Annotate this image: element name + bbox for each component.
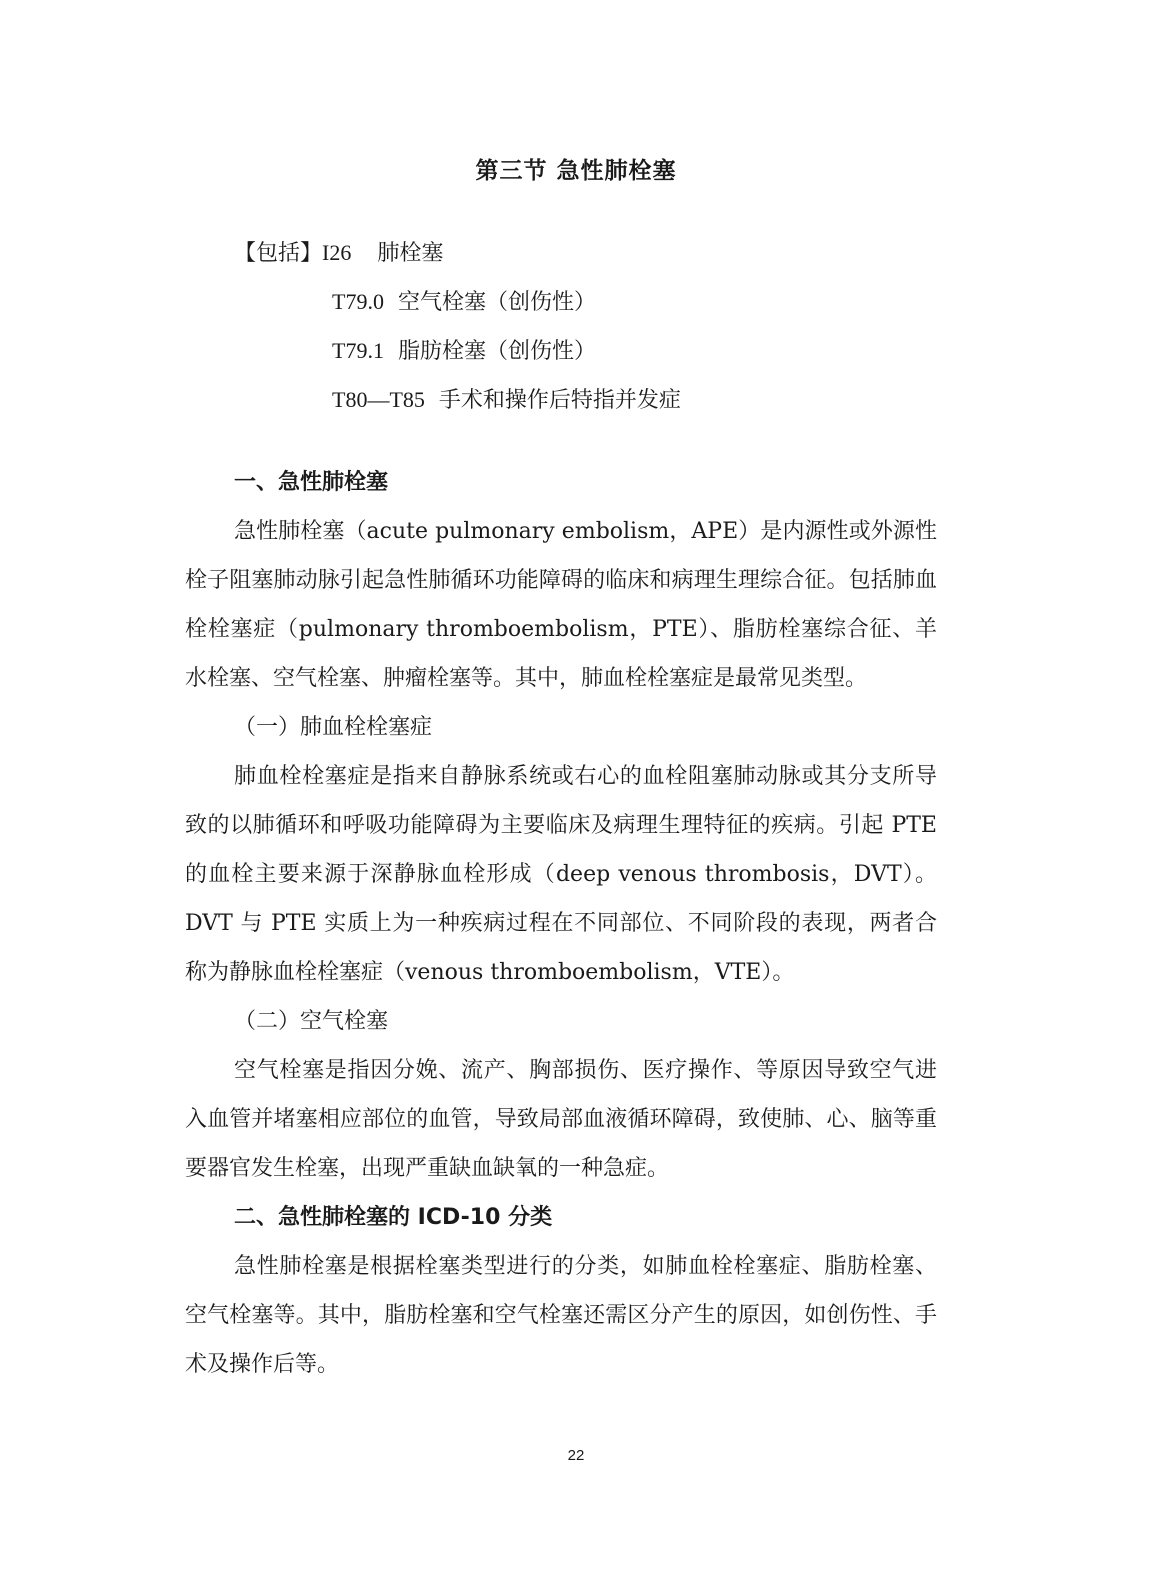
include-desc-1: 肺栓塞 bbox=[377, 241, 444, 266]
include-item-4 bbox=[332, 383, 681, 414]
body-text bbox=[185, 458, 937, 1389]
part2-text: 急性肺栓塞是根据栓塞类型进行的分类，如肺血栓栓塞症、脂肪栓塞、空气栓塞等。其中，脂肪栓塞和空气栓塞还需区分产生的原因，如创伤性、手术及操作后等。 bbox=[185, 1254, 937, 1377]
include-code-3: T79.1 bbox=[332, 338, 384, 363]
include-code-4: T80—T85 bbox=[332, 387, 425, 412]
page-number: 22 bbox=[567, 1447, 585, 1464]
sub2-heading: （二）空气栓塞 bbox=[234, 1009, 389, 1034]
includes-label bbox=[234, 236, 443, 267]
part1-intro: 急性肺栓塞（acute pulmonary embolism，APE）是内源性或外源性栓子阻塞肺动脉引起急性肺循环功能障碍的临床和病理生理综合征。包括肺血栓栓塞症（pulmonary thromboembolism，PTE）、脂肪栓塞综合征、羊水栓塞、空气栓塞、肿瘤栓塞等。其中，肺血栓栓塞症是最常见类型。 bbox=[185, 519, 937, 691]
sub2-text: 空气栓塞是指因分娩、流产、胸部损伤、医疗操作、等原因导致空气进入血管并堵塞相应部位的血管，导致局部血液循环障碍，致使肺、心、脑等重要器官发生栓塞，出现严重缺血缺氧的一种急症。 bbox=[185, 1058, 937, 1181]
sub1-heading: （一）肺血栓栓塞症 bbox=[234, 715, 433, 740]
include-code-1: I26 bbox=[322, 240, 352, 265]
sub1-text: 肺血栓栓塞症是指来自静脉系统或右心的血栓阻塞肺动脉或其分支所导致的以肺循环和呼吸功能障碍为主要临床及病理生理特征的疾病。引起 PTE 的血栓主要来源于深静脉血栓形成（deep venous thrombosis，DVT）。DVT 与 PTE 实质上为一种疾病过程在不同部位、不同阶段的表现，两者合称为静脉血栓栓塞症（venous thromboembolism，VTE）。 bbox=[185, 764, 937, 985]
part2-heading: 二、急性肺栓塞的 ICD-10 分类 bbox=[234, 1205, 553, 1230]
section-title: 第三节 急性肺栓塞 bbox=[475, 158, 677, 184]
include-item-3 bbox=[332, 334, 596, 365]
include-code-2: T79.0 bbox=[332, 289, 384, 314]
includes-label-text: 【包括】 bbox=[234, 241, 323, 266]
include-desc-3: 脂肪栓塞（创伤性） bbox=[397, 339, 596, 364]
include-item-2 bbox=[332, 285, 596, 316]
part1-heading: 一、急性肺栓塞 bbox=[234, 470, 389, 495]
include-desc-2: 空气栓塞（创伤性） bbox=[397, 290, 596, 315]
include-desc-4: 手术和操作后特指并发症 bbox=[438, 388, 681, 413]
